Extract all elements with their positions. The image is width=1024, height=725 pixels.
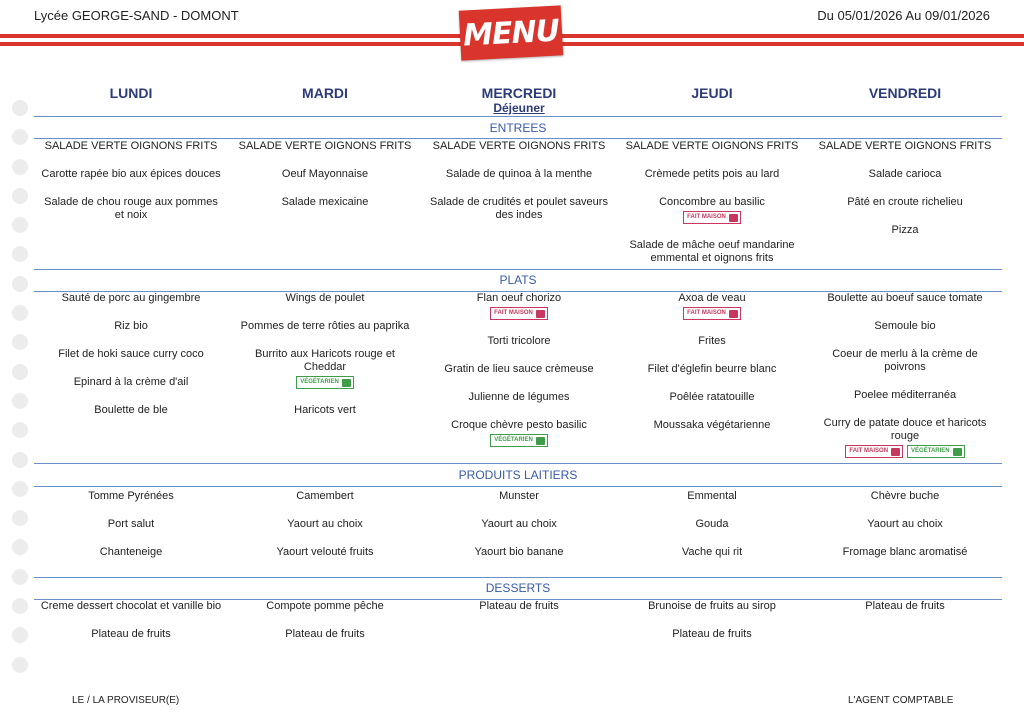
binder-hole bbox=[12, 217, 28, 233]
school-name: Lycée GEORGE-SAND - DOMONT bbox=[34, 8, 239, 23]
menu-item-label: Gratin de lieu sauce crèmeuse bbox=[444, 363, 594, 375]
day-jeudi: JEUDI bbox=[691, 85, 733, 101]
menu-item bbox=[34, 404, 228, 417]
menu-item bbox=[808, 168, 1002, 181]
menu-item-label: Moussaka végétarienne bbox=[653, 419, 771, 431]
menu-item bbox=[808, 518, 1002, 531]
menu-item bbox=[34, 518, 228, 531]
menu-item bbox=[228, 140, 422, 153]
menu-item bbox=[228, 168, 422, 181]
binder-hole bbox=[12, 364, 28, 380]
menu-item-label: Salade de crudités et poulet saveurs des indes bbox=[430, 196, 608, 221]
menu-item bbox=[34, 600, 228, 613]
menu-item-label: Burrito aux Haricots rouge et Cheddar bbox=[254, 348, 395, 373]
menu-item bbox=[615, 419, 809, 432]
menu-item bbox=[228, 546, 422, 559]
menu-item bbox=[808, 224, 1002, 237]
menu-item bbox=[422, 419, 616, 447]
menu-item-label: Julienne de légumes bbox=[468, 391, 570, 403]
menu-column-entrees-3 bbox=[422, 140, 616, 237]
binder-hole bbox=[12, 452, 28, 468]
menu-item-label: Pommes de terre rôties au paprika bbox=[240, 320, 410, 332]
menu-item-label: Crèmede petits pois au lard bbox=[644, 168, 780, 180]
menu-item-label: Wings de poulet bbox=[285, 292, 365, 304]
menu-item-label: Flan oeuf chorizo bbox=[476, 292, 562, 304]
menu-item-label: Gouda bbox=[695, 518, 729, 530]
menu-logo bbox=[459, 5, 563, 60]
fait-maison-badge bbox=[845, 445, 903, 458]
binder-hole bbox=[12, 246, 28, 262]
badge-group bbox=[428, 307, 610, 320]
menu-item bbox=[422, 168, 616, 181]
menu-item bbox=[422, 363, 616, 376]
menu-item-label: Yaourt bio banane bbox=[474, 546, 564, 558]
menu-item bbox=[34, 348, 228, 361]
menu-item-label: Torti tricolore bbox=[487, 335, 551, 347]
binder-hole bbox=[12, 627, 28, 643]
menu-item bbox=[34, 376, 228, 389]
menu-item-label: Yaourt au choix bbox=[867, 518, 943, 530]
menu-item bbox=[615, 239, 809, 265]
pot-icon bbox=[536, 310, 545, 318]
menu-item bbox=[808, 348, 1002, 374]
menu-item bbox=[615, 628, 809, 641]
menu-item-label: Poelee méditerranéa bbox=[853, 389, 957, 401]
binder-hole bbox=[12, 510, 28, 526]
section-title-entrees: ENTREES bbox=[489, 121, 547, 135]
menu-item-label: Concombre au basilic bbox=[659, 196, 765, 208]
menu-item-label: Camembert bbox=[296, 490, 354, 502]
pot-icon bbox=[891, 448, 900, 456]
badge-label: FAIT MAISON bbox=[687, 310, 726, 316]
menu-item bbox=[615, 518, 809, 531]
menu-item bbox=[808, 546, 1002, 559]
badge-label: VÉGÉTARIEN bbox=[911, 448, 950, 454]
badge-group bbox=[234, 376, 416, 389]
menu-item bbox=[422, 140, 616, 153]
menu-item bbox=[228, 348, 422, 389]
menu-item-label: Compote pomme pêche bbox=[266, 600, 384, 612]
menu-item bbox=[34, 292, 228, 305]
menu-item bbox=[228, 320, 422, 333]
menu-item bbox=[34, 140, 228, 153]
menu-item bbox=[615, 391, 809, 404]
section-divider bbox=[34, 116, 1002, 117]
menu-column-entrees-4 bbox=[615, 140, 809, 280]
pot-icon bbox=[729, 214, 738, 222]
menu-item-label: Tomme Pyrénées bbox=[88, 490, 174, 502]
menu-column-produits-laitiers-1 bbox=[34, 490, 228, 574]
leaf-icon bbox=[953, 448, 962, 456]
binder-hole bbox=[12, 657, 28, 673]
menu-item bbox=[808, 140, 1002, 153]
menu-item-label: Filet d'églefin beurre blanc bbox=[647, 363, 777, 375]
menu-column-produits-laitiers-4 bbox=[615, 490, 809, 574]
menu-item-label: Salade de chou rouge aux pommes et noix bbox=[44, 196, 218, 221]
fait-maison-badge bbox=[683, 307, 741, 320]
menu-column-desserts-3 bbox=[422, 600, 616, 628]
menu-item-label: SALADE VERTE OIGNONS FRITS bbox=[625, 140, 799, 152]
pot-icon bbox=[729, 310, 738, 318]
menu-item bbox=[422, 335, 616, 348]
menu-item bbox=[422, 391, 616, 404]
menu-item-label: Semoule bio bbox=[874, 320, 936, 332]
badge-label: FAIT MAISON bbox=[687, 214, 726, 220]
fait-maison-badge bbox=[683, 211, 741, 224]
menu-item-label: Riz bio bbox=[114, 320, 148, 332]
meal-label: Déjeuner bbox=[493, 101, 545, 115]
badge-label: VÉGÉTARIEN bbox=[300, 379, 339, 385]
menu-item bbox=[615, 140, 809, 153]
menu-column-plats-4 bbox=[615, 292, 809, 447]
menu-item-label: Salade de mâche oeuf mandarine emmental et oignons frits bbox=[629, 239, 795, 264]
menu-item-label: Curry de patate douce et haricots rouge bbox=[823, 417, 987, 442]
menu-item bbox=[615, 335, 809, 348]
fait-maison-badge bbox=[490, 307, 548, 320]
menu-column-entrees-2 bbox=[228, 140, 422, 224]
menu-item bbox=[228, 404, 422, 417]
menu-item-label: Emmental bbox=[687, 490, 737, 502]
menu-item bbox=[615, 490, 809, 503]
menu-item bbox=[615, 168, 809, 181]
binder-hole bbox=[12, 598, 28, 614]
section-divider bbox=[34, 138, 1002, 139]
menu-item bbox=[422, 600, 616, 613]
badge-group bbox=[621, 307, 803, 320]
menu-item bbox=[808, 320, 1002, 333]
menu-item bbox=[34, 320, 228, 333]
menu-item-label: Frites bbox=[698, 335, 726, 347]
leaf-icon bbox=[342, 379, 351, 387]
menu-item-label: Pâté en croute richelieu bbox=[847, 196, 963, 208]
binder-hole bbox=[12, 276, 28, 292]
menu-item bbox=[34, 196, 228, 222]
menu-column-plats-1 bbox=[34, 292, 228, 432]
menu-column-desserts-2 bbox=[228, 600, 422, 656]
menu-item bbox=[615, 600, 809, 613]
menu-item bbox=[34, 168, 228, 181]
menu-item-label: SALADE VERTE OIGNONS FRITS bbox=[44, 140, 218, 152]
menu-column-plats-5 bbox=[808, 292, 1002, 473]
section-divider bbox=[34, 577, 1002, 578]
menu-item-label: Haricots vert bbox=[294, 404, 356, 416]
section-title-desserts: DESSERTS bbox=[485, 581, 551, 595]
menu-item-label: Salade de quinoa à la menthe bbox=[445, 168, 593, 180]
binder-hole bbox=[12, 539, 28, 555]
menu-item-label: Chèvre buche bbox=[870, 490, 940, 502]
menu-item-label: Salade carioca bbox=[868, 168, 942, 180]
menu-item bbox=[34, 628, 228, 641]
badge-label: FAIT MAISON bbox=[849, 448, 889, 454]
footer-principal: LE / LA PROVISEUR(E) bbox=[72, 695, 180, 706]
menu-item-label: Epinard à la crème d'ail bbox=[73, 376, 189, 388]
date-range: Du 05/01/2026 Au 09/01/2026 bbox=[817, 8, 990, 23]
menu-column-desserts-1 bbox=[34, 600, 228, 656]
binder-hole bbox=[12, 422, 28, 438]
section-divider bbox=[34, 269, 1002, 270]
menu-item bbox=[808, 292, 1002, 305]
menu-item-label: Munster bbox=[499, 490, 539, 502]
menu-item bbox=[228, 292, 422, 305]
menu-column-produits-laitiers-2 bbox=[228, 490, 422, 574]
menu-item bbox=[422, 546, 616, 559]
menu-item-label: Yaourt au choix bbox=[481, 518, 557, 530]
menu-item-label: Oeuf Mayonnaise bbox=[281, 168, 369, 180]
day-mercredi: MERCREDI bbox=[481, 85, 557, 101]
menu-item-label: Croque chèvre pesto basilic bbox=[451, 419, 587, 431]
menu-column-plats-2 bbox=[228, 292, 422, 432]
menu-item-label: Sauté de porc au gingembre bbox=[61, 292, 201, 304]
badge-group bbox=[428, 434, 610, 447]
menu-item bbox=[808, 600, 1002, 613]
menu-item-label: SALADE VERTE OIGNONS FRITS bbox=[432, 140, 606, 152]
menu-item bbox=[615, 363, 809, 376]
section-divider bbox=[34, 486, 1002, 487]
menu-item bbox=[808, 417, 1002, 458]
menu-item bbox=[808, 196, 1002, 209]
menu-item bbox=[228, 628, 422, 641]
badge-group bbox=[814, 445, 996, 458]
binder-holes bbox=[12, 100, 28, 686]
menu-item bbox=[615, 546, 809, 559]
menu-item-label: Coeur de merlu à la crème de poivrons bbox=[832, 348, 978, 373]
menu-item bbox=[615, 292, 809, 320]
menu-item-label: Plateau de fruits bbox=[865, 600, 945, 612]
menu-item bbox=[228, 518, 422, 531]
binder-hole bbox=[12, 481, 28, 497]
badge-label: FAIT MAISON bbox=[494, 310, 533, 316]
binder-hole bbox=[12, 159, 28, 175]
vegetarien-badge bbox=[490, 434, 548, 447]
menu-column-desserts-4 bbox=[615, 600, 809, 656]
menu-item-label: Fromage blanc aromatisé bbox=[842, 546, 968, 558]
menu-item-label: Boulette de ble bbox=[94, 404, 168, 416]
badge-group bbox=[621, 211, 803, 224]
day-lundi: LUNDI bbox=[109, 85, 153, 101]
menu-column-produits-laitiers-5 bbox=[808, 490, 1002, 574]
section-title-plats: PLATS bbox=[499, 273, 537, 287]
menu-item-label: Port salut bbox=[107, 518, 155, 530]
menu-item bbox=[422, 490, 616, 503]
menu-logo-text: MENU bbox=[462, 13, 560, 53]
menu-item-label: Poêlée ratatouille bbox=[669, 391, 755, 403]
menu-item bbox=[34, 490, 228, 503]
menu-item-label: Axoa de veau bbox=[678, 292, 746, 304]
menu-item bbox=[228, 196, 422, 209]
menu-item-label: Chanteneige bbox=[99, 546, 163, 558]
menu-item bbox=[228, 600, 422, 613]
menu-item-label: Boulette au boeuf sauce tomate bbox=[827, 292, 983, 304]
vegetarien-badge bbox=[296, 376, 354, 389]
vegetarien-badge bbox=[907, 445, 965, 458]
menu-column-plats-3 bbox=[422, 292, 616, 462]
menu-item-label: SALADE VERTE OIGNONS FRITS bbox=[238, 140, 412, 152]
leaf-icon bbox=[536, 437, 545, 445]
binder-hole bbox=[12, 188, 28, 204]
binder-hole bbox=[12, 334, 28, 350]
section-title-produits-laitiers: PRODUITS LAITIERS bbox=[458, 468, 578, 482]
menu-item-label: Plateau de fruits bbox=[285, 628, 365, 640]
day-mardi: MARDI bbox=[302, 85, 348, 101]
binder-hole bbox=[12, 393, 28, 409]
menu-item-label: Pizza bbox=[891, 224, 919, 236]
menu-column-desserts-5 bbox=[808, 600, 1002, 628]
menu-item-label: Creme dessert chocolat et vanille bio bbox=[40, 600, 222, 612]
menu-item-label: Carotte rapée bio aux épices douces bbox=[41, 168, 221, 180]
day-vendredi: VENDREDI bbox=[868, 85, 942, 101]
footer-accountant: L'AGENT COMPTABLE bbox=[848, 695, 954, 706]
menu-item bbox=[422, 196, 616, 222]
menu-item-label: Vache qui rit bbox=[681, 546, 743, 558]
menu-item bbox=[808, 490, 1002, 503]
menu-item-label: Filet de hoki sauce curry coco bbox=[58, 348, 204, 360]
menu-item-label: Plateau de fruits bbox=[479, 600, 559, 612]
binder-hole bbox=[12, 305, 28, 321]
section-divider bbox=[34, 463, 1002, 464]
menu-item-label: Plateau de fruits bbox=[91, 628, 171, 640]
menu-column-entrees-5 bbox=[808, 140, 1002, 252]
menu-item bbox=[228, 490, 422, 503]
badge-label: VÉGÉTARIEN bbox=[494, 437, 533, 443]
menu-item-label: Yaourt au choix bbox=[287, 518, 363, 530]
menu-item bbox=[34, 546, 228, 559]
binder-hole bbox=[12, 569, 28, 585]
menu-item-label: Salade mexicaine bbox=[281, 196, 369, 208]
binder-hole bbox=[12, 129, 28, 145]
menu-item-label: Brunoise de fruits au sirop bbox=[648, 600, 776, 612]
menu-item-label: Yaourt velouté fruits bbox=[276, 546, 374, 558]
menu-item-label: Plateau de fruits bbox=[672, 628, 752, 640]
menu-item-label: SALADE VERTE OIGNONS FRITS bbox=[818, 140, 992, 152]
binder-hole bbox=[12, 100, 28, 116]
menu-column-entrees-1 bbox=[34, 140, 228, 237]
menu-column-produits-laitiers-3 bbox=[422, 490, 616, 574]
menu-item bbox=[422, 518, 616, 531]
menu-item bbox=[422, 292, 616, 320]
menu-item bbox=[808, 389, 1002, 402]
menu-item bbox=[615, 196, 809, 224]
